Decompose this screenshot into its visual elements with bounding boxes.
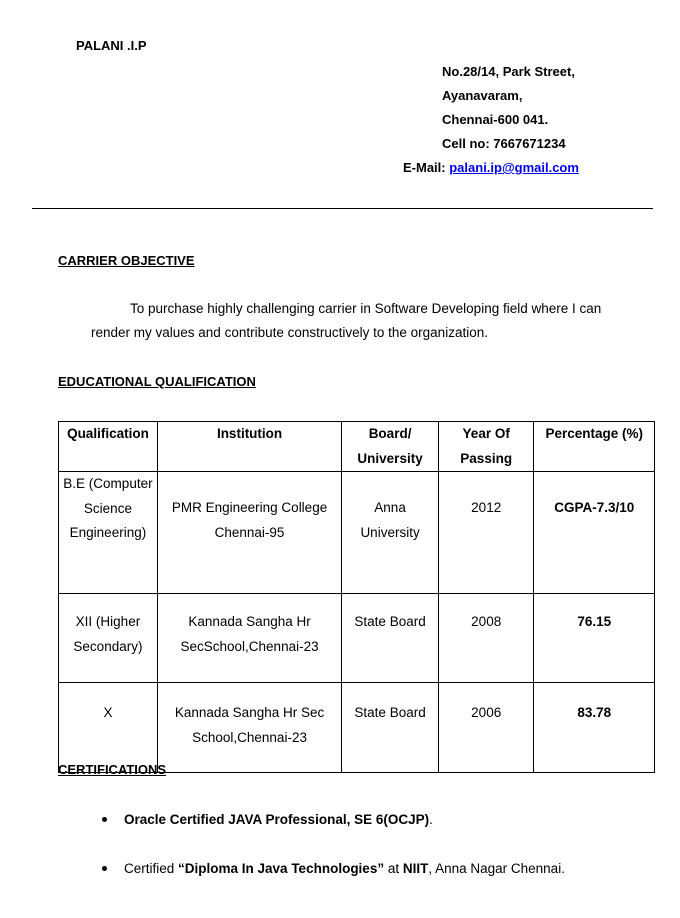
bullet-icon (102, 866, 107, 871)
table-row (59, 472, 655, 594)
cell-institution: PMR Engineering College Chennai-95 (157, 472, 341, 594)
address-line-area: Ayanavaram, (442, 88, 523, 103)
cell-board: State Board (342, 683, 439, 773)
cell-qualification: XII (Higher Secondary) (59, 594, 158, 683)
cert-institute: NIIT (402, 861, 429, 876)
objective-line-2: render my values and contribute constructively to the organization. (91, 325, 488, 340)
cert-title: Oracle Certified JAVA Professional, SE 6(OCJP) (124, 812, 430, 827)
cert-tail: , Anna Nagar Chennai. (428, 861, 565, 876)
column-header-qualification: Qualification (59, 422, 158, 472)
table-row (59, 683, 655, 773)
cell-qualification: B.E (Computer Science Engineering) (59, 472, 158, 594)
cell-year: 2008 (438, 594, 534, 683)
cell-board: State Board (342, 594, 439, 683)
header-divider (32, 208, 653, 209)
certifications-heading: CERTIFICATIONS (58, 762, 167, 777)
table-row (59, 594, 655, 683)
cell-institution: Kannada Sangha Hr Sec School,Chennai-23 (157, 683, 341, 773)
address-line-phone: Cell no: 7667671234 (442, 136, 566, 151)
cell-percentage: 76.15 (534, 594, 655, 683)
address-line-street: No.28/14, Park Street, (442, 64, 575, 79)
cell-year: 2006 (438, 683, 534, 773)
education-table (58, 421, 655, 773)
cert-mid: at (384, 861, 403, 876)
certifications-list (94, 806, 565, 904)
list-item (94, 855, 565, 904)
objective-heading: CARRIER OBJECTIVE (58, 253, 195, 268)
candidate-name: PALANI .I.P (76, 38, 147, 53)
column-header-year: Year Of Passing (438, 422, 534, 472)
cert-title: “Diploma In Java Technologies” (178, 861, 385, 876)
address-line-city: Chennai-600 041. (442, 112, 549, 127)
column-header-percentage: Percentage (%) (534, 422, 655, 472)
table-header-row (59, 422, 655, 472)
objective-text (91, 297, 651, 345)
column-header-institution: Institution (157, 422, 341, 472)
cell-percentage: CGPA-7.3/10 (534, 472, 655, 594)
education-heading: EDUCATIONAL QUALIFICATION (58, 374, 256, 389)
column-header-board: Board/ University (342, 422, 439, 472)
objective-line-1: To purchase highly challenging carrier in Software Developing field where I can (130, 301, 602, 316)
cell-institution: Kannada Sangha Hr SecSchool,Chennai-23 (157, 594, 341, 683)
bullet-icon (102, 817, 107, 822)
address-block (442, 60, 575, 156)
email-link[interactable]: palani.ip@gmail.com (449, 160, 579, 175)
cell-board: Anna University (342, 472, 439, 594)
cell-year: 2012 (438, 472, 534, 594)
email-label: E-Mail: (403, 160, 450, 175)
cell-qualification: X (59, 683, 158, 773)
cert-prefix: Certified (124, 861, 179, 876)
list-item (94, 806, 565, 855)
email-line (403, 156, 579, 180)
cert-tail: . (429, 812, 433, 827)
cell-percentage: 83.78 (534, 683, 655, 773)
